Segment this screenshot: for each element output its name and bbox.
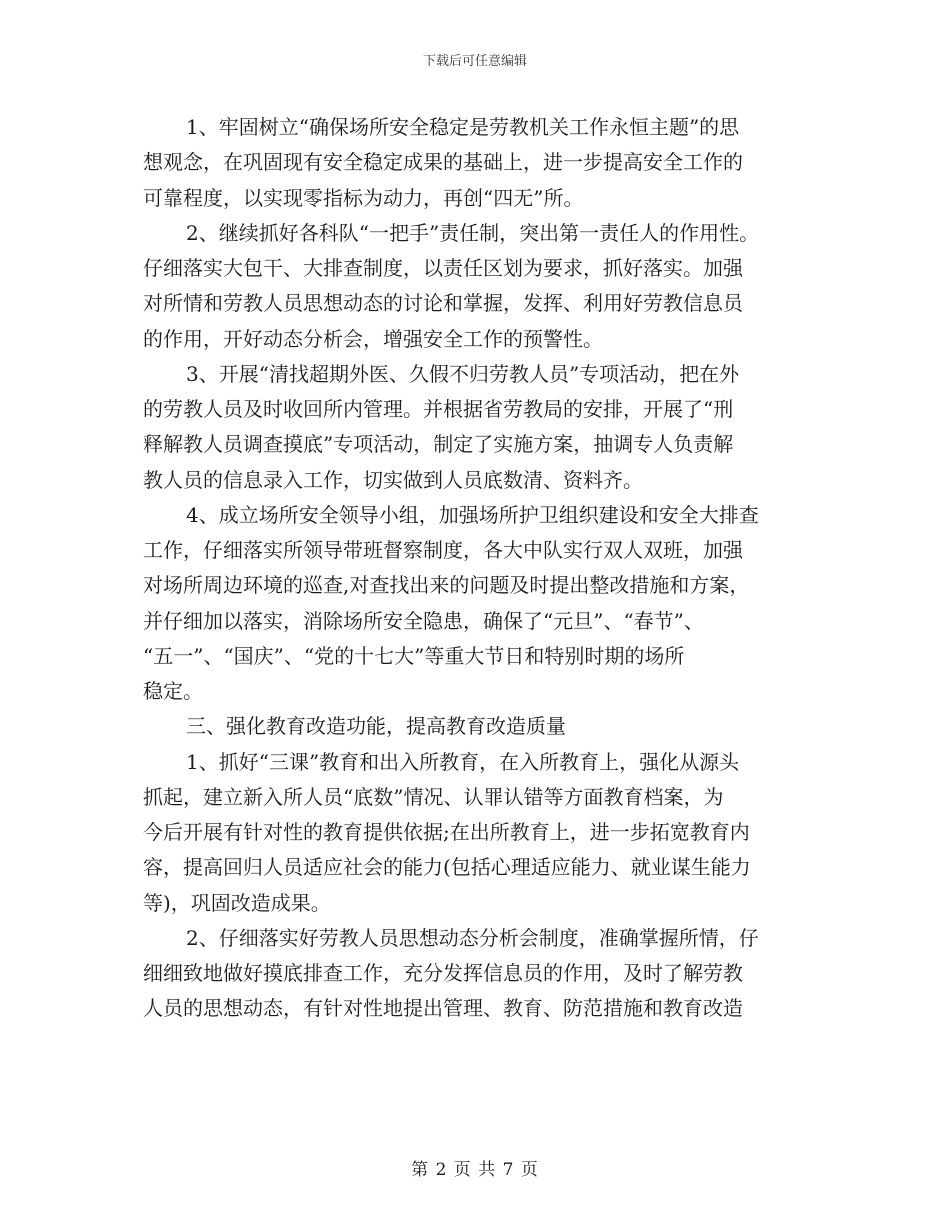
text-line: 3、开展“清找超期外医、久假不归劳教人员”专项活动，把在外 <box>186 361 740 386</box>
text-line: 工作，仔细落实所领导带班督察制度，各大中队实行双人双班，加强 <box>143 538 743 562</box>
text-line: 稳定。 <box>143 679 203 703</box>
page-header: 下载后可任意编辑 <box>422 54 527 69</box>
text-line: 4、成立场所安全领导小组，加强场所护卫组织建设和安全大排查 <box>186 502 759 527</box>
text-line: 等)，巩固改造成果。 <box>143 890 331 915</box>
text-line: 容，提高回归人员适应社会的能力(包括心理适应能力、就业谋生能力 <box>143 855 751 880</box>
text-line: “五一”、“国庆”、“党的十七大”等重大节日和特别时期的场所 <box>143 643 685 668</box>
text-line: 可靠程度，以实现零指标为动力，再创“四无”所。 <box>143 185 584 210</box>
text-line: 三、强化教育改造功能，提高教育改造质量 <box>186 714 566 739</box>
document-body <box>143 110 813 1027</box>
text-line: 并仔细加以落实，消除场所安全隐患，确保了“元旦”、“春节”、 <box>143 608 704 633</box>
text-line: 的作用，开好动态分析会，增强安全工作的预警性。 <box>143 326 603 351</box>
text-line: 教人员的信息录入工作，切实做到人员底数清、资料齐。 <box>143 467 643 492</box>
text-line: 细细致地做好摸底排查工作，充分发挥信息员的作用，及时了解劳教 <box>143 961 743 985</box>
text-line: 释解教人员调查摸底”专项活动，制定了实施方案，抽调专人负责解 <box>143 432 734 457</box>
text-line: 对场所周边环境的巡查,对查找出来的问题及时提出整改措施和方案， <box>143 573 750 598</box>
text-line: 2、仔细落实好劳教人员思想动态分析会制度，准确掌握所情，仔 <box>186 925 759 950</box>
text-line: 今后开展有针对性的教育提供依据;在出所教育上，进一步拓宽教育内 <box>143 820 750 844</box>
text-line: 的劳教人员及时收回所内管理。并根据省劳教局的安排，开展了“刑 <box>143 397 734 421</box>
text-line: 抓起，建立新入所人员“底数”情况、认罪认错等方面教育档案，为 <box>143 784 724 809</box>
text-line: 2、继续抓好各科队“一把手”责任制，突出第一责任人的作用性。 <box>186 220 760 245</box>
text-line: 想观念，在巩固现有安全稳定成果的基础上，进一步提高安全工作的 <box>143 150 743 175</box>
text-line: 1、牢固树立“确保场所安全稳定是劳教机关工作永恒主题”的思 <box>186 115 740 139</box>
page-number: 第 2 页 共 7 页 <box>411 1160 539 1180</box>
text-line: 对所情和劳教人员思想动态的讨论和掌握，发挥、利用好劳教信息员 <box>143 291 743 316</box>
text-line: 人员的思想动态，有针对性地提出管理、教育、防范措施和教育改造 <box>143 996 743 1021</box>
text-line: 仔细落实大包干、大排查制度，以责任区划为要求，抓好落实。加强 <box>143 256 743 280</box>
text-line: 1、抓好“三课”教育和出入所教育，在入所教育上，强化从源头 <box>186 749 740 774</box>
